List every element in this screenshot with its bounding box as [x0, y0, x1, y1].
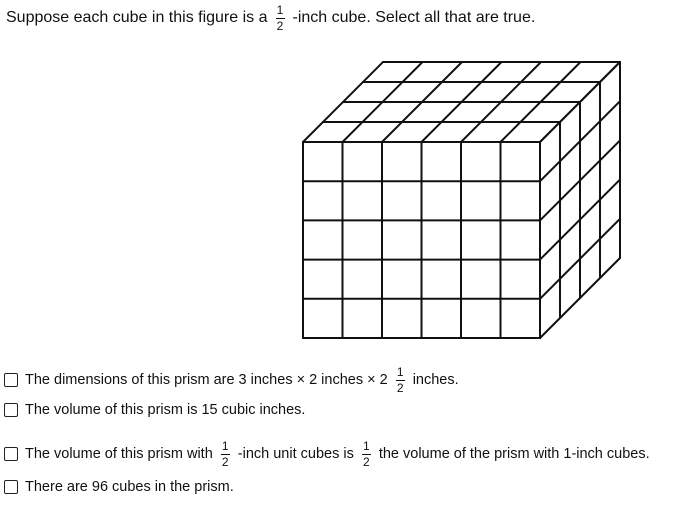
- answer-option-4[interactable]: [4, 479, 234, 495]
- checkbox[interactable]: [4, 373, 18, 387]
- checkbox[interactable]: [4, 447, 18, 461]
- fraction-denominator: 2: [276, 19, 284, 33]
- fraction-numerator: 1: [362, 439, 370, 453]
- fraction-numerator: 1: [276, 3, 284, 17]
- answer-option-3[interactable]: [4, 440, 650, 468]
- option-fraction: [221, 440, 230, 468]
- option-text: There are 96 cubes in the prism.: [25, 479, 234, 495]
- answer-option-2[interactable]: [4, 402, 305, 418]
- option-text: The volume of this prism with: [25, 446, 213, 462]
- option-text: the volume of the prism with 1-inch cubes.: [378, 446, 650, 462]
- option-text: -inch unit cubes is: [237, 446, 354, 462]
- option-fraction: [362, 440, 371, 468]
- fraction-denominator: 2: [221, 455, 229, 469]
- question-suffix: -inch cube. Select all that are true.: [292, 9, 536, 26]
- fraction-denominator: 2: [362, 455, 370, 469]
- question-prefix: Suppose each cube in this figure is a: [6, 9, 268, 26]
- fraction-numerator: 1: [396, 365, 404, 379]
- option-text: The dimensions of this prism are 3 inches × 2 inches × 2: [25, 372, 388, 388]
- option-text: inches.: [412, 372, 459, 388]
- checkbox[interactable]: [4, 480, 18, 494]
- fraction-denominator: 2: [396, 381, 404, 395]
- checkbox[interactable]: [4, 403, 18, 417]
- fraction-numerator: 1: [221, 439, 229, 453]
- option-text: The volume of this prism is 15 cubic inches.: [25, 402, 306, 418]
- answer-option-1[interactable]: [4, 366, 459, 394]
- option-fraction: [396, 366, 405, 394]
